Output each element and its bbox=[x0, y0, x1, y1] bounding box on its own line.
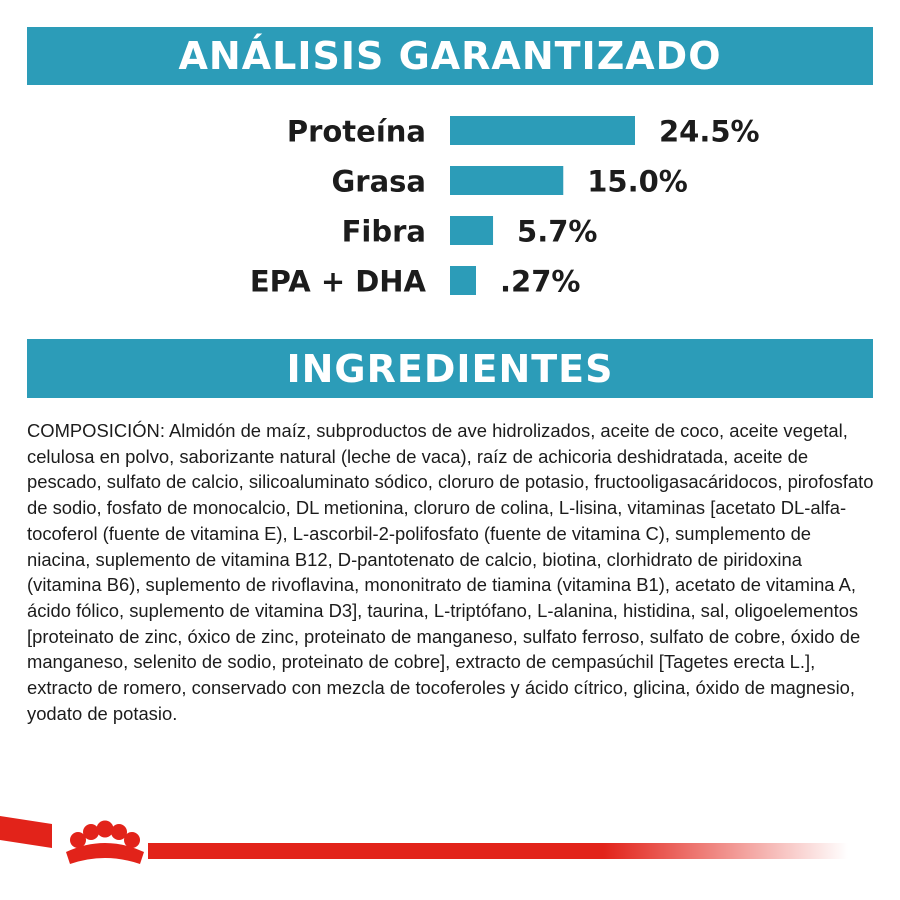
footer-red-line-left bbox=[0, 816, 52, 848]
value-label: 24.5% bbox=[659, 114, 760, 149]
bar bbox=[450, 216, 493, 245]
ingredients-header bbox=[27, 339, 873, 398]
royal-canin-crown-icon bbox=[66, 821, 144, 865]
footer-band bbox=[0, 800, 900, 900]
value-label: 15.0% bbox=[587, 164, 688, 199]
category-label: Fibra bbox=[341, 214, 426, 249]
nutrient-bar-chart bbox=[0, 100, 900, 310]
analysis-header-title: ANÁLISIS GARANTIZADO bbox=[178, 34, 722, 78]
category-label: EPA + DHA bbox=[249, 264, 426, 299]
bar bbox=[450, 266, 476, 295]
value-label: .27% bbox=[500, 264, 581, 299]
category-label: Grasa bbox=[331, 164, 426, 199]
category-label: Proteína bbox=[286, 114, 426, 149]
ingredients-header-title: INGREDIENTES bbox=[286, 346, 614, 391]
value-label: 5.7% bbox=[517, 214, 598, 249]
footer-red-line-right bbox=[148, 843, 848, 859]
bar bbox=[450, 116, 635, 145]
ingredients-composition-text: COMPOSICIÓN: Almidón de maíz, subproductos de ave hidrolizados, aceite de coco, aceite vegetal, celulosa en polvo, saborizante natural (leche de vaca), raíz de achicoria deshidratada, aceite de pescado, sulfato de calcio, silicoaluminato sódico, cloruro de potasio, fructooligasacáridocos, pirofosfato de sodio, fosfato de monocalcio, DL metionina, cloruro de colina, L-lisina, vitaminas [acetato DL-alfa-tocoferol (fuente de vitamina E), L-ascorbil-2-polifosfato (fuente de vitamina C), sumplemento de niacina, suplemento de vitamina B12, D-pantotenato de calcio, biotina, clorhidrato de piridoxina (vitamina B6), suplemento de rivoflavina, mononitrato de tiamina (vitamina B1), acetato de vitamina A, ácido fólico, suplemento de vitamina D3], taurina, L-triptófano, L-alanina, histidina, sal, oligoelementos [proteinato de zinc, óxico de zinc, proteinato de manganeso, sulfato ferroso, sulfato de cobre, óxido de manganeso, selenito de sodio, proteinato de cobre], extracto de cempasúchil [Tagetes erecta L.], extracto de romero, conservado con mezcla de tocoferoles y ácido cítrico, glicina, óxido de magnesio, yodato de potasio. bbox=[27, 420, 874, 724]
bar bbox=[450, 166, 563, 195]
analysis-header bbox=[27, 27, 873, 85]
